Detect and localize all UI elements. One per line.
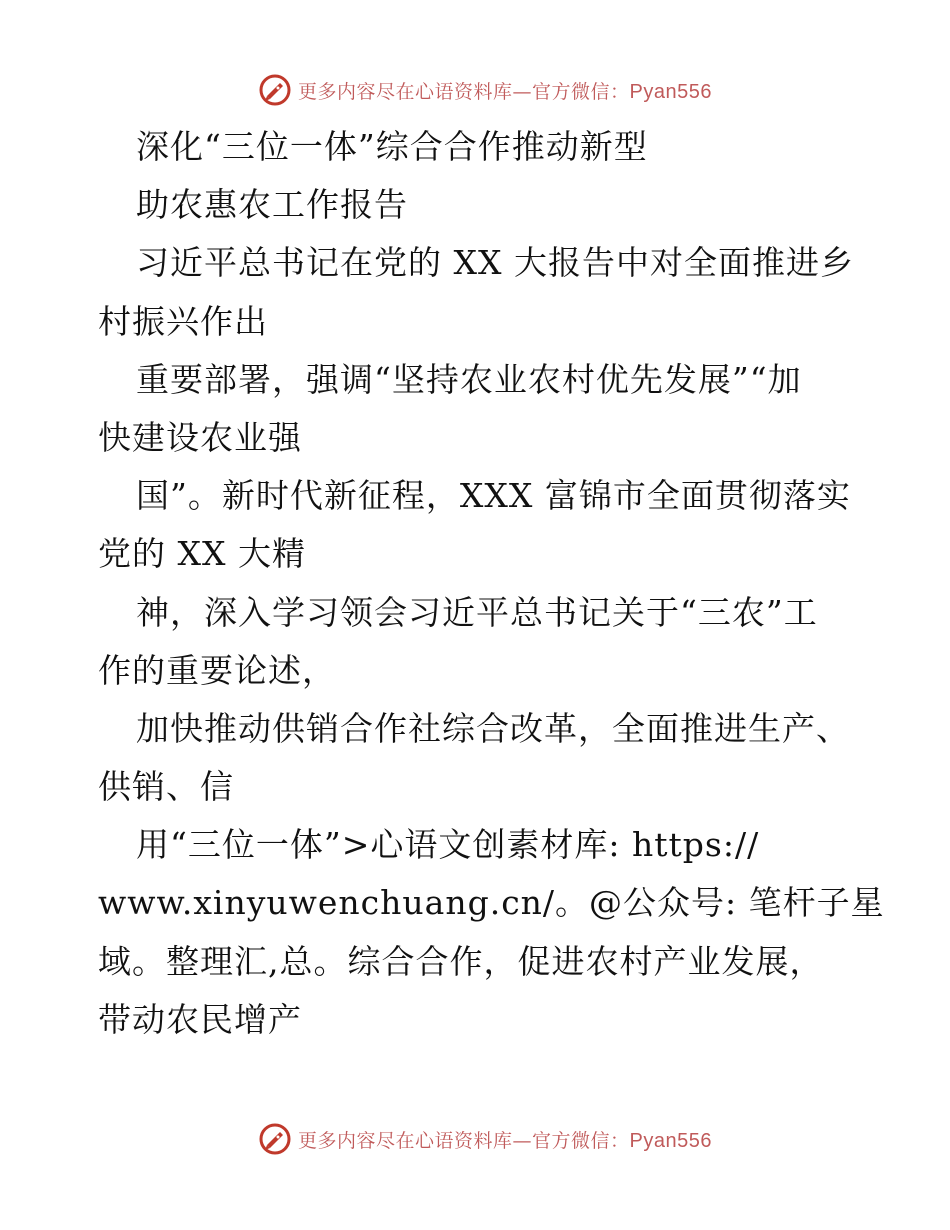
paragraph-line: 重要部署，强调“坚持农业农村优先发展”“加	[136, 359, 802, 399]
footer-banner-inner	[258, 1122, 712, 1156]
paragraph-line: 党的 XX 大精	[98, 534, 306, 574]
footer-banner	[0, 1119, 950, 1159]
paragraph-line: 习近平总书记在党的 XX 大报告中对全面推进乡	[136, 243, 854, 283]
paragraph-line: 作的重要论述，	[98, 650, 336, 690]
banner-text	[298, 77, 712, 104]
pen-nib-logo-icon	[258, 73, 292, 107]
banner-message: 更多内容尽在心语资料库—官方微信：	[298, 80, 630, 103]
paragraph-line: 域。整理汇,总。综合合作，促进农村产业发展，	[98, 941, 824, 981]
paragraph-line: 村振兴作出	[98, 301, 268, 341]
paragraph-line: 加快推动供销合作社综合改革，全面推进生产、	[136, 708, 850, 748]
paragraph-line: 用“三位一体”>心语文创素材库: https://	[136, 825, 760, 865]
banner-message: 更多内容尽在心语资料库—官方微信：	[298, 1129, 630, 1152]
header-banner	[0, 70, 950, 110]
document-title-line-2: 助农惠农工作报告	[136, 185, 408, 225]
paragraph-line: www.xinyuwenchuang.cn/。@公众号: 笔杆子星	[98, 883, 885, 923]
paragraph-line: 快建设农业强	[98, 417, 302, 457]
header-banner-inner	[258, 73, 712, 107]
banner-handle: Pyan556	[629, 80, 712, 103]
banner-handle: Pyan556	[629, 1129, 712, 1152]
paragraph-line: 供销、信	[98, 767, 234, 807]
paragraph-line: 国”。新时代新征程，XXX 富锦市全面贯彻落实	[136, 476, 851, 516]
paragraph-line: 神，深入学习领会习近平总书记关于“三农”工	[136, 592, 818, 632]
paragraph-line: 带动农民增产	[98, 999, 302, 1039]
document-body	[98, 118, 885, 1049]
document-title-line-1: 深化“三位一体”综合合作推动新型	[136, 127, 648, 166]
banner-text	[298, 1126, 712, 1153]
pen-nib-logo-icon	[258, 1122, 292, 1156]
